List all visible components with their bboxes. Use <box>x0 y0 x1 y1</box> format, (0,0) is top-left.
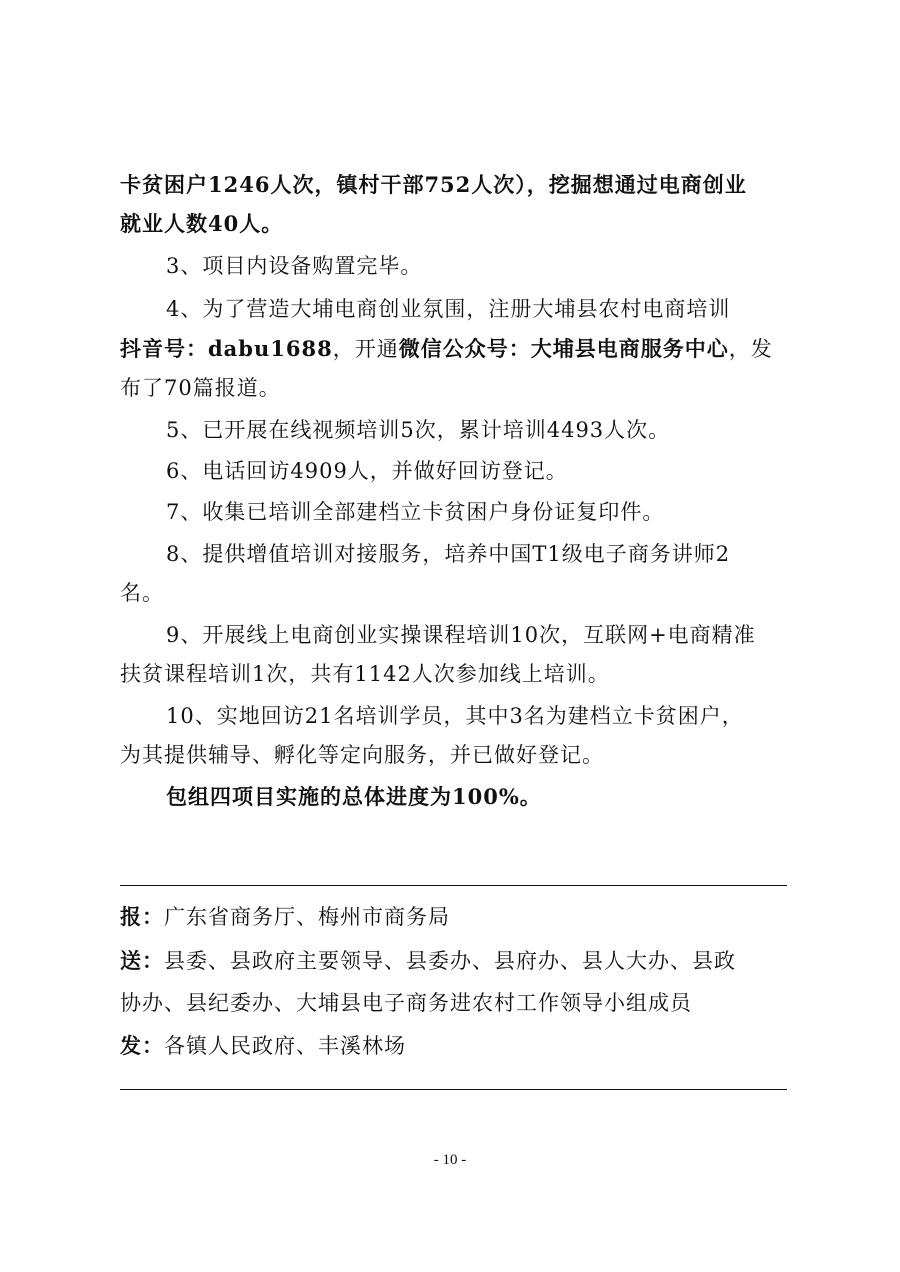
list-item-4-continued <box>120 334 790 364</box>
send-label: 送： <box>120 948 164 973</box>
list-item-6: 6、电话回访4909人，并做好回访登记。 <box>166 459 568 483</box>
bottom-divider <box>120 1089 787 1090</box>
send-recipients: 县委、县政府主要领导、县委办、县府办、县人大办、县政 <box>164 949 736 973</box>
paragraph-line: 卡贫困户1246人次，镇村干部752人次），挖掘想通过电商创业 <box>120 172 747 197</box>
report-label: 报： <box>120 904 164 929</box>
text-span: ，开通 <box>332 337 399 361</box>
page-number: - 10 - <box>433 1152 467 1168</box>
list-item-8-continued: 名。 <box>120 581 164 605</box>
text-span: ，发 <box>728 337 773 361</box>
list-item-9: 9、开展线上电商创业实操课程培训10次，互联网+电商精准 <box>166 623 756 647</box>
top-divider <box>120 885 787 886</box>
list-item-3: 3、项目内设备购置完毕。 <box>166 254 423 278</box>
douyin-account: 抖音号：dabu1688 <box>120 336 333 361</box>
send-to-line <box>120 946 800 976</box>
report-to-line <box>120 902 800 932</box>
report-recipients: 广东省商务厅、梅州市商务局 <box>164 905 450 929</box>
list-item-5: 5、已开展在线视频培训5次，累计培训4493人次。 <box>166 418 671 442</box>
list-item-8: 8、提供增值培训对接服务，培养中国T1级电子商务讲师2 <box>166 542 731 566</box>
list-item-4: 4、为了营造大埔电商创业氛围，注册大埔县农村电商培训 <box>166 297 731 321</box>
summary-line: 包组四项目实施的总体进度为100%。 <box>166 784 542 809</box>
list-item-10: 10、实地回访21名培训学员，其中3名为建档立卡贫困户， <box>166 704 744 728</box>
list-item-7: 7、收集已培训全部建档立卡贫困户身份证复印件。 <box>166 500 665 524</box>
issue-recipients: 各镇人民政府、丰溪林场 <box>164 1034 406 1058</box>
wechat-account: 微信公众号：大埔县电商服务中心 <box>398 336 729 361</box>
list-item-4-continued: 布了70篇报道。 <box>120 376 281 400</box>
issue-to-line <box>120 1031 800 1061</box>
list-item-9-continued: 扶贫课程培训1次，共有1142人次参加线上培训。 <box>120 662 610 686</box>
send-to-line-continued: 协办、县纪委办、大埔县电子商务进农村工作领导小组成员 <box>120 991 692 1015</box>
list-item-10-continued: 为其提供辅导、孵化等定向服务，并已做好登记。 <box>120 743 604 767</box>
issue-label: 发： <box>120 1033 164 1058</box>
paragraph-line: 就业人数40人。 <box>120 211 284 236</box>
